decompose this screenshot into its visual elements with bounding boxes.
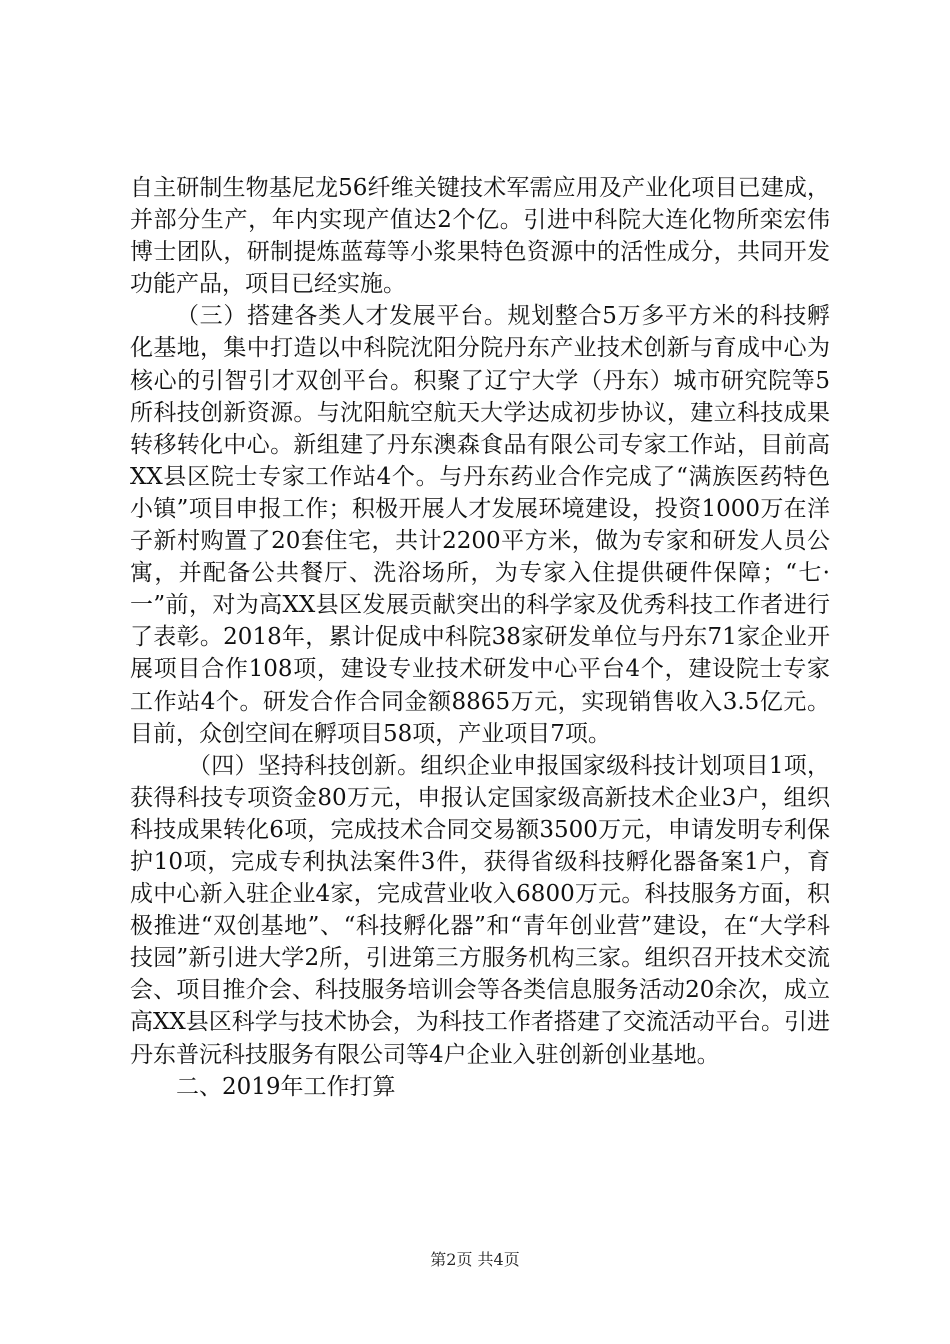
paragraph-talent-platform: （三）搭建各类人才发展平台。规划整合5万多平方米的科技孵化基地，集中打造以中科院沈阳分院丹东产业技术创新与育成中心为核心的引智引才双创平台。积聚了辽宁大学（丹东）城市研究院等5所科技创新资源。与沈阳航空航天大学达成初步协议，建立科技成果转移转化中心。新组建了丹东澳森食品有限公司专家工作站，目前高XX县区院士专家工作站4个。与丹东药业合作完成了“满族医药特色小镇”项目申报工作；积极开展人才发展环境建设，投资1000万在洋子新村购置了20套住宅，共计2200平方米，做为专家和研发人员公寓，并配备公共餐厅、洗浴场所，为专家入住提供硬件保障；“七·一”前，对为高XX县区发展贡献突出的科学家及优秀科技工作者进行了表彰。2018年，累计促成中科院38家研发单位与丹东71家企业开展项目合作108项，建设专业技术研发中心平台4个，建设院士专家工作站4个。研发合作合同金额8865万元，实现销售收入3.5亿元。目前，众创空间在孵项目58项，产业项目7项。 — [130, 303, 830, 747]
paragraph-project-continuation: 自主研制生物基尼龙56纤维关键技术军需应用及产业化项目已建成，并部分生产，年内实现产值达2个亿。引进中科院大连化物所栾宏伟博士团队，研制提炼蓝莓等小浆果特色资源中的活性成分，共同开发功能产品，项目已经实施。 — [130, 175, 830, 298]
paragraph-tech-innovation: （四）坚持科技创新。组织企业申报国家级科技计划项目1项，获得科技专项资金80万元，申报认定国家级高新技术企业3户，组织科技成果转化6项，完成技术合同交易额3500万元，申请发明专利保护10项，完成专利执法案件3件，获得省级科技孵化器备案1户，育成中心新入驻企业4家，完成营业收入6800万元。科技服务方面，积极推进“双创基地”、“科技孵化器”和“青年创业营”建设，在“大学科技园”新引进大学2所，引进第三方服务机构三家。组织召开技术交流会、项目推介会、科技服务培训会等各类信息服务活动20余次，成立高XX县区科学与技术协会，为科技工作者搭建了交流活动平台。引进丹东普沅科技服务有限公司等4户企业入驻创新创业基地。 — [130, 752, 830, 1068]
page-footer: 第2页 共4页 — [430, 1250, 520, 1269]
document-body — [130, 172, 830, 1103]
section-heading-2019-plan: 二、2019年工作打算 — [176, 1073, 396, 1100]
